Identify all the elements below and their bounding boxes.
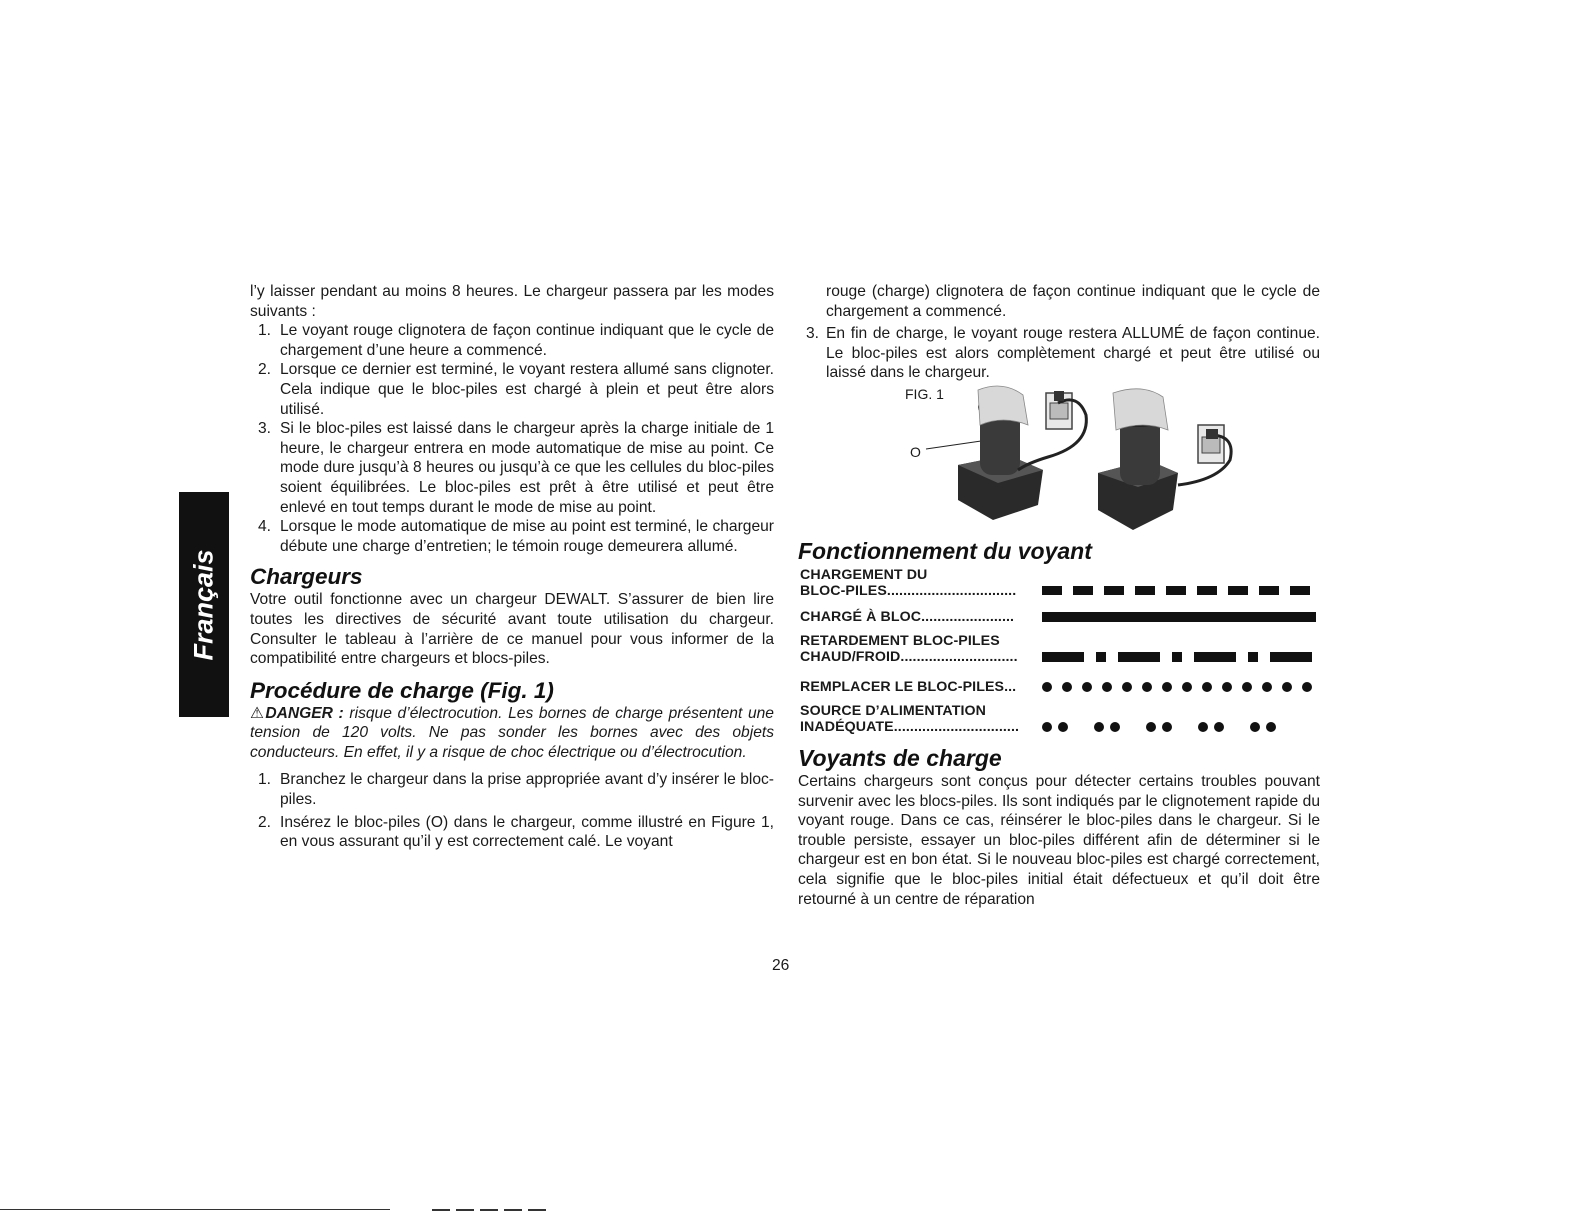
- indicator-row: [798, 603, 1320, 629]
- right-column: [798, 282, 1320, 909]
- footer-marks: [432, 1209, 552, 1211]
- list-item: 2. Lorsque ce dernier est terminé, le voyant restera allumé sans clignoter. Cela indique que le bloc-piles est chargé à plein et peut être alors utilisé.: [258, 361, 774, 418]
- footer-rule: [0, 1209, 390, 1210]
- modes-list: [250, 321, 774, 556]
- warning-icon: ⚠: [250, 704, 266, 722]
- indicator-pattern-solid: [1042, 611, 1318, 623]
- charger-right-icon: [1098, 389, 1231, 530]
- indicator-label: SOURCE D’ALIMENTATION INADÉQUATE...............................: [800, 702, 1020, 735]
- indicator-label: CHARGÉ À BLOC.......................: [800, 608, 1015, 625]
- continued-text: rouge (charge) clignotera de façon continue indiquant que le cycle de chargement a commencé.: [826, 283, 1320, 320]
- danger-label: DANGER :: [265, 704, 344, 722]
- continued-list: [798, 282, 1320, 383]
- indicator-row: [798, 629, 1320, 669]
- steps-list: [250, 770, 774, 851]
- list-item: 3. En fin de charge, le voyant rouge restera ALLUMÉ de façon continue. Le bloc-piles est alors complètement chargé et peut être utilisé ou laissé dans le chargeur.: [806, 325, 1320, 382]
- voyant-heading: Fonctionnement du voyant: [798, 537, 1092, 564]
- list-item: [798, 282, 1320, 321]
- list-item: 1. Le voyant rouge clignotera de façon continue indiquant que le cycle de chargement d’une heure a commencé.: [258, 322, 774, 359]
- list-item: 1. Branchez le chargeur dans la prise appropriée avant d’y insérer le bloc-piles.: [258, 771, 774, 809]
- indicator-pattern-dots: [1042, 681, 1312, 693]
- indicator-pattern-long-short: [1042, 651, 1318, 663]
- charger-illustration: [918, 385, 1248, 535]
- indicator-table: [798, 566, 1320, 739]
- chargeurs-paragraph: Votre outil fonctionne avec un chargeur DEWALT. S’assurer de bien lire toutes les directives de sécurité avant toute utilisation du chargeur. Consulter le tableau à l’arrière de ce manuel pour vous informer de la compatibilité entre chargeurs et blocs-piles.: [250, 591, 774, 668]
- left-column: [250, 282, 774, 852]
- indicator-label: RETARDEMENT BLOC-PILES CHAUD/FROID.............................: [800, 632, 1018, 665]
- indicator-row: [798, 566, 1320, 603]
- indicator-label: CHARGEMENT DU BLOC-PILES................................: [800, 566, 1017, 599]
- language-tab-label: Français: [188, 548, 219, 661]
- intro-paragraph: l’y laisser pendant au moins 8 heures. Le chargeur passera par les modes suivants :: [250, 283, 774, 320]
- procedure-heading: Procédure de charge (Fig. 1): [250, 677, 554, 703]
- language-tab: [179, 492, 229, 717]
- indicator-pattern-dashes: [1042, 585, 1318, 597]
- figure-callout: O: [910, 443, 921, 460]
- danger-warning: [250, 704, 774, 763]
- list-item: 3. Si le bloc-piles est laissé dans le chargeur après la charge initiale de 1 heure, le chargeur entrera en mode automatique de mise au point. Ce mode dure jusqu’à 8 heures ou jusqu’à ce que les cellules du bloc-piles soient équilibrées. Le bloc-piles est prêt à être utilisé et peut être enlevé en tout temps durant le mode de mise au point.: [258, 420, 774, 516]
- danger-text: risque d’électrocution. Les bornes de charge présentent une tension de 120 volts. Ne pas sonder les bornes avec des objets conducteurs. En effet, il y a risque de choc électrique ou d’électrocution.: [250, 704, 774, 761]
- charger-left-icon: [958, 386, 1086, 520]
- voyants-paragraph: Certains chargeurs sont conçus pour détecter certains troubles pouvant survenir avec les blocs-piles. Ils sont indiqués par le clignotement rapide du voyant rouge. Dans ce cas, réinsérer le bloc-piles dans le chargeur. Si le trouble persiste, essayer un bloc-piles différent afin de déterminer si le chargeur est en bon état. Si le nouveau bloc-piles est chargé correctement, cela signifie que le bloc-piles initial était défectueux et qu’il doit être retourné à un centre de réparation: [798, 772, 1320, 908]
- list-item: 2. Insérez le bloc-piles (O) dans le chargeur, comme illustré en Figure 1, en vous assurant qu’il y est correctement calé. Le voyant: [258, 813, 774, 851]
- figure-1: [798, 385, 1320, 535]
- figure-label: FIG. 1: [905, 385, 944, 402]
- chargeurs-heading: Chargeurs: [250, 564, 363, 590]
- list-item: 4. Lorsque le mode automatique de mise au point est terminé, le chargeur débute une charge d’entretien; le témoin rouge demeurera allumé.: [258, 518, 774, 555]
- indicator-row: [798, 669, 1320, 699]
- indicator-label: REMPLACER LE BLOC-PILES...: [800, 678, 1017, 695]
- page-number: 26: [772, 957, 790, 974]
- indicator-row: [798, 699, 1320, 739]
- indicator-pattern-dot-pairs: [1042, 721, 1318, 733]
- voyants-heading: Voyants de charge: [798, 744, 1002, 771]
